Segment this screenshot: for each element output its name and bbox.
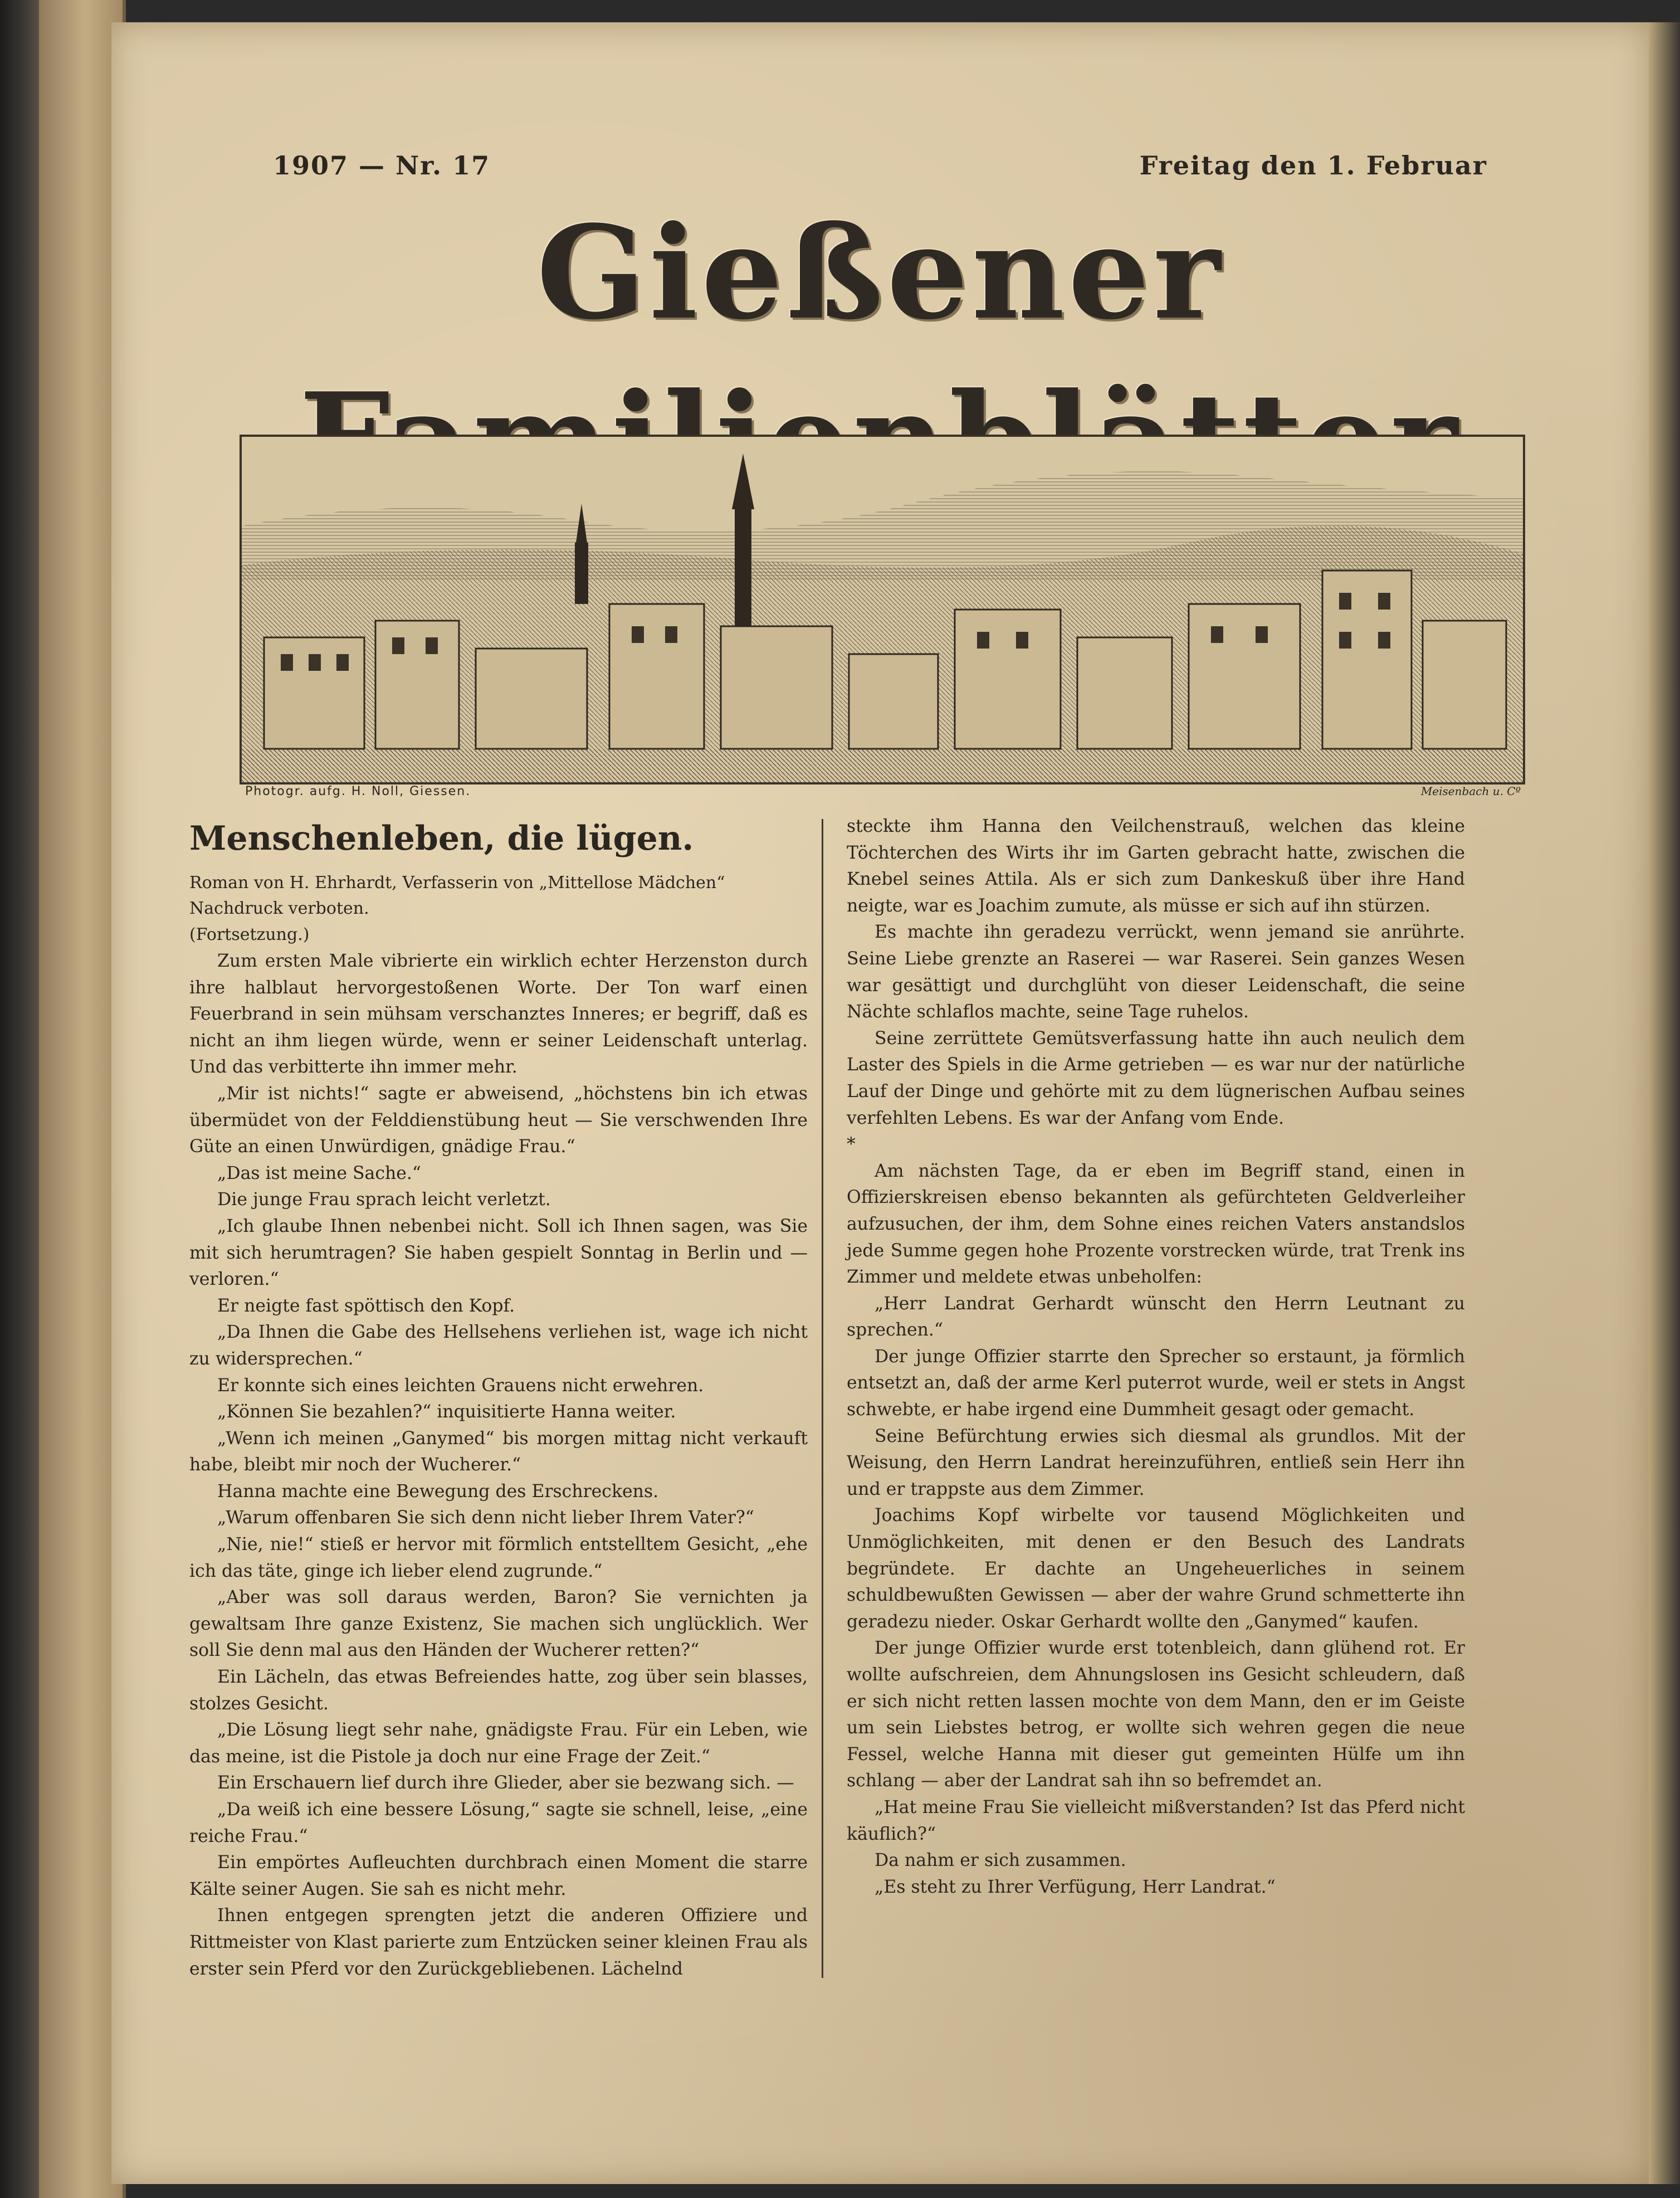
left-column-text bbox=[189, 948, 808, 1982]
story-paragraph: „Das ist meine Sache.“ bbox=[217, 1163, 422, 1183]
story-paragraph: Ein Erschauern lief durch ihre Glieder, aber sie bezwang sich. — bbox=[217, 1773, 794, 1794]
story-paragraph: Seine zerrüttete Gemütsverfassung hatte ihn auch neulich dem Laster des Spiels in die Arme getrieben — es war nur der natürliche Lauf der Dinge und gehörte mit zu dem lügnerischen Aufbau seines verfehlten Lebens. Es war der Anfang vom Ende. bbox=[847, 1028, 1465, 1128]
story-paragraph: „Da Ihnen die Gabe des Hellsehens verliehen ist, wage ich nicht zu widersprechen.“ bbox=[189, 1322, 808, 1369]
story-paragraph: Zum ersten Male vibrierte ein wirklich echter Herzenston durch ihre halblaut hervorgestoßenen Worte. Der Ton warf einen Feuerbrand in sein mühsam verschanztes Inneres; er begriff, daß es nicht an ihm liegen würde, wenn er seiner Leidenschaft unterlag. Und das verbitterte ihn immer mehr. bbox=[189, 951, 808, 1078]
right-column bbox=[847, 813, 1465, 1900]
story-paragraph: Ihnen entgegen sprengten jetzt die anderen Offiziere und Rittmeister von Klast parierte zum Entzücken seiner kleinen Frau als erster sein Pferd vor den Zurückgebliebenen. Lächelnd bbox=[189, 1905, 808, 1979]
story-paragraph: Da nahm er sich zusammen. bbox=[875, 1850, 1126, 1871]
story-paragraph: „Hat meine Frau Sie vielleicht mißverstanden? Ist das Pferd nicht käuflich?“ bbox=[847, 1797, 1465, 1844]
right-page-edge bbox=[1649, 22, 1680, 2184]
story-paragraph: Der junge Offizier starrte den Sprecher so erstaunt, ja förmlich entsetzt an, daß der arme Kerl puterrot wurde, weil er stets in Angst schwebte, er habe irgend eine Dummheit gesagt oder gemacht. bbox=[847, 1346, 1465, 1420]
story-paragraph: „Es steht zu Ihrer Verfügung, Herr Landrat.“ bbox=[875, 1877, 1276, 1897]
story-paragraph: „Nie, nie!“ stieß er hervor mit förmlich entstelltem Gesicht, „ehe ich das täte, ginge ich lieber elend zugrunde.“ bbox=[189, 1534, 808, 1581]
engraver-credit: Meisenbach u. Cº bbox=[1420, 784, 1521, 798]
story-paragraph: Ein Lächeln, das etwas Befreiendes hatte, zog über sein blasses, stolzes Gesicht. bbox=[189, 1667, 808, 1714]
story-paragraph: Ein empörtes Aufleuchten durchbrach einen Moment die starre Kälte seiner Augen. Sie sah es nicht mehr. bbox=[189, 1853, 808, 1899]
newspaper-page bbox=[111, 22, 1649, 2184]
story-paragraph: Seine Befürchtung erwies sich diesmal als grundlos. Mit der Weisung, den Herrn Landrat hereinzuführen, entließ sein Herr ihn und er trappste aus dem Zimmer. bbox=[847, 1426, 1465, 1499]
story-paragraph: „Aber was soll daraus werden, Baron? Sie vernichten ja gewaltsam Ihre ganze Existenz, Sie machen sich unglücklich. Wer soll Sie denn mal aus den Händen der Wucherer retten?“ bbox=[189, 1587, 808, 1661]
issue-number: 1907 — Nr. 17 bbox=[273, 150, 491, 181]
story-paragraph: Der junge Offizier wurde erst totenbleich, dann glühend rot. Er wollte aufschreien, dem Ahnungslosen ins Gesicht schleudern, daß er sich nicht retten lassen mochte von dem Mann, den er im Geiste um sein Liebstes betrog, er wollte sich wehren gegen die neue Fessel, welche Hanna mit dieser gut gemeinten Hülfe um ihn schlang — aber der Landrat sah ihn so befremdet an. bbox=[847, 1638, 1465, 1791]
story-paragraph: „Die Lösung liegt sehr nahe, gnädigste Frau. Für ein Leben, wie das meine, ist die Pistole ja doch nur eine Frage der Zeit.“ bbox=[189, 1720, 808, 1767]
story-paragraph: „Warum offenbaren Sie sich denn nicht lieber Ihrem Vater?“ bbox=[217, 1508, 754, 1528]
story-paragraph: Er neigte fast spöttisch den Kopf. bbox=[217, 1295, 515, 1316]
story-paragraph: „Herr Landrat Gerhardt wünscht den Herrn Leutnant zu sprechen.“ bbox=[847, 1293, 1465, 1341]
photo-credit: Photogr. aufg. H. Noll, Giessen. bbox=[245, 784, 471, 798]
story-paragraph: Am nächsten Tage, da er eben im Begriff stand, einen in Offizierskreisen ebenso bekannten als gefürchteten Geldverleiher aufzusuchen, der ihm, dem Sohne eines reichen Vaters anstandslos jede Summe gegen hohe Prozente vorstrecken würde, trat Trenk ins Zimmer und meldete etwas unbeholfen: bbox=[847, 1161, 1465, 1288]
story-paragraph: Er konnte sich eines leichten Grauens nicht erwehren. bbox=[217, 1375, 704, 1396]
reprint-notice: Nachdruck verboten. bbox=[189, 899, 369, 918]
story-paragraph: „Wenn ich meinen „Ganymed“ bis morgen mittag nicht verkauft habe, bleibt mir noch der Wucherer.“ bbox=[189, 1428, 808, 1475]
book-binding bbox=[0, 0, 39, 2198]
city-engraving-icon bbox=[242, 437, 1523, 782]
story-paragraph: „Mir ist nichts!“ sagte er abweisend, „höchstens bin ich etwas übermüdet von der Felddienstübung heut — Sie verschwenden Ihre Güte an einen Unwürdigen, gnädige Frau.“ bbox=[189, 1083, 808, 1157]
story-byline: Roman von H. Ehrhardt, Verfasserin von „Mittellose Mädchen“ bbox=[189, 873, 725, 893]
issue-date: Freitag den 1. Februar bbox=[1139, 150, 1487, 181]
masthead-title: Gießener bbox=[536, 198, 1224, 348]
story-paragraph: Die junge Frau sprach leicht verletzt. bbox=[217, 1190, 551, 1210]
section-separator: * bbox=[847, 1134, 856, 1155]
story-paragraph: Joachims Kopf wirbelte vor tausend Möglichkeiten und Unmöglichkeiten, mit denen er den Besuch des Landrats begründete. Er dachte an Ungeheuerliches in seinem schuldbewußten Gewissen — aber der wahre Grund schmetterte ihn geradezu nieder. Oskar Gerhardt wollte den „Ganymed“ kaufen. bbox=[847, 1505, 1465, 1632]
story-paragraph: steckte ihm Hanna den Veilchenstrauß, welchen das kleine Töchterchen des Wirts ihr im Garten gebracht hatte, zwischen die Knebel seines Attila. Als er sich zum Dankeskuß über ihre Hand neigte, war es Joachim zumute, als müsse er sich auf ihn stürzen. bbox=[847, 816, 1465, 916]
story-paragraph: Hanna machte eine Bewegung des Erschreckens. bbox=[217, 1481, 659, 1502]
city-view-illustration bbox=[240, 435, 1525, 784]
continuation-note: (Fortsetzung.) bbox=[189, 925, 310, 944]
story-paragraph: „Ich glaube Ihnen nebenbei nicht. Soll ich Ihnen sagen, was Sie mit sich herumtragen? Sie haben gespielt Sonntag in Berlin und — verloren.“ bbox=[189, 1216, 808, 1290]
right-column-text-b bbox=[847, 1158, 1465, 1901]
right-column-text-a bbox=[847, 813, 1465, 1132]
story-title: Menschenleben, die lügen. bbox=[189, 819, 694, 858]
story-paragraph: Es machte ihn geradezu verrückt, wenn jemand sie anrührte. Seine Liebe grenzte an Raserei — war Raserei. Sein ganzes Wesen war gesättigt und durchglüht von dieser Leidenschaft, die seine Nächte schlaflos machte, seine Tage ruhelos. bbox=[847, 922, 1465, 1022]
column-rule bbox=[822, 819, 823, 1978]
story-paragraph: „Können Sie bezahlen?“ inquisitierte Hanna weiter. bbox=[217, 1402, 676, 1422]
story-paragraph: „Da weiß ich eine bessere Lösung,“ sagte sie schnell, leise, „eine reiche Frau.“ bbox=[189, 1800, 808, 1846]
left-column bbox=[189, 813, 808, 1982]
